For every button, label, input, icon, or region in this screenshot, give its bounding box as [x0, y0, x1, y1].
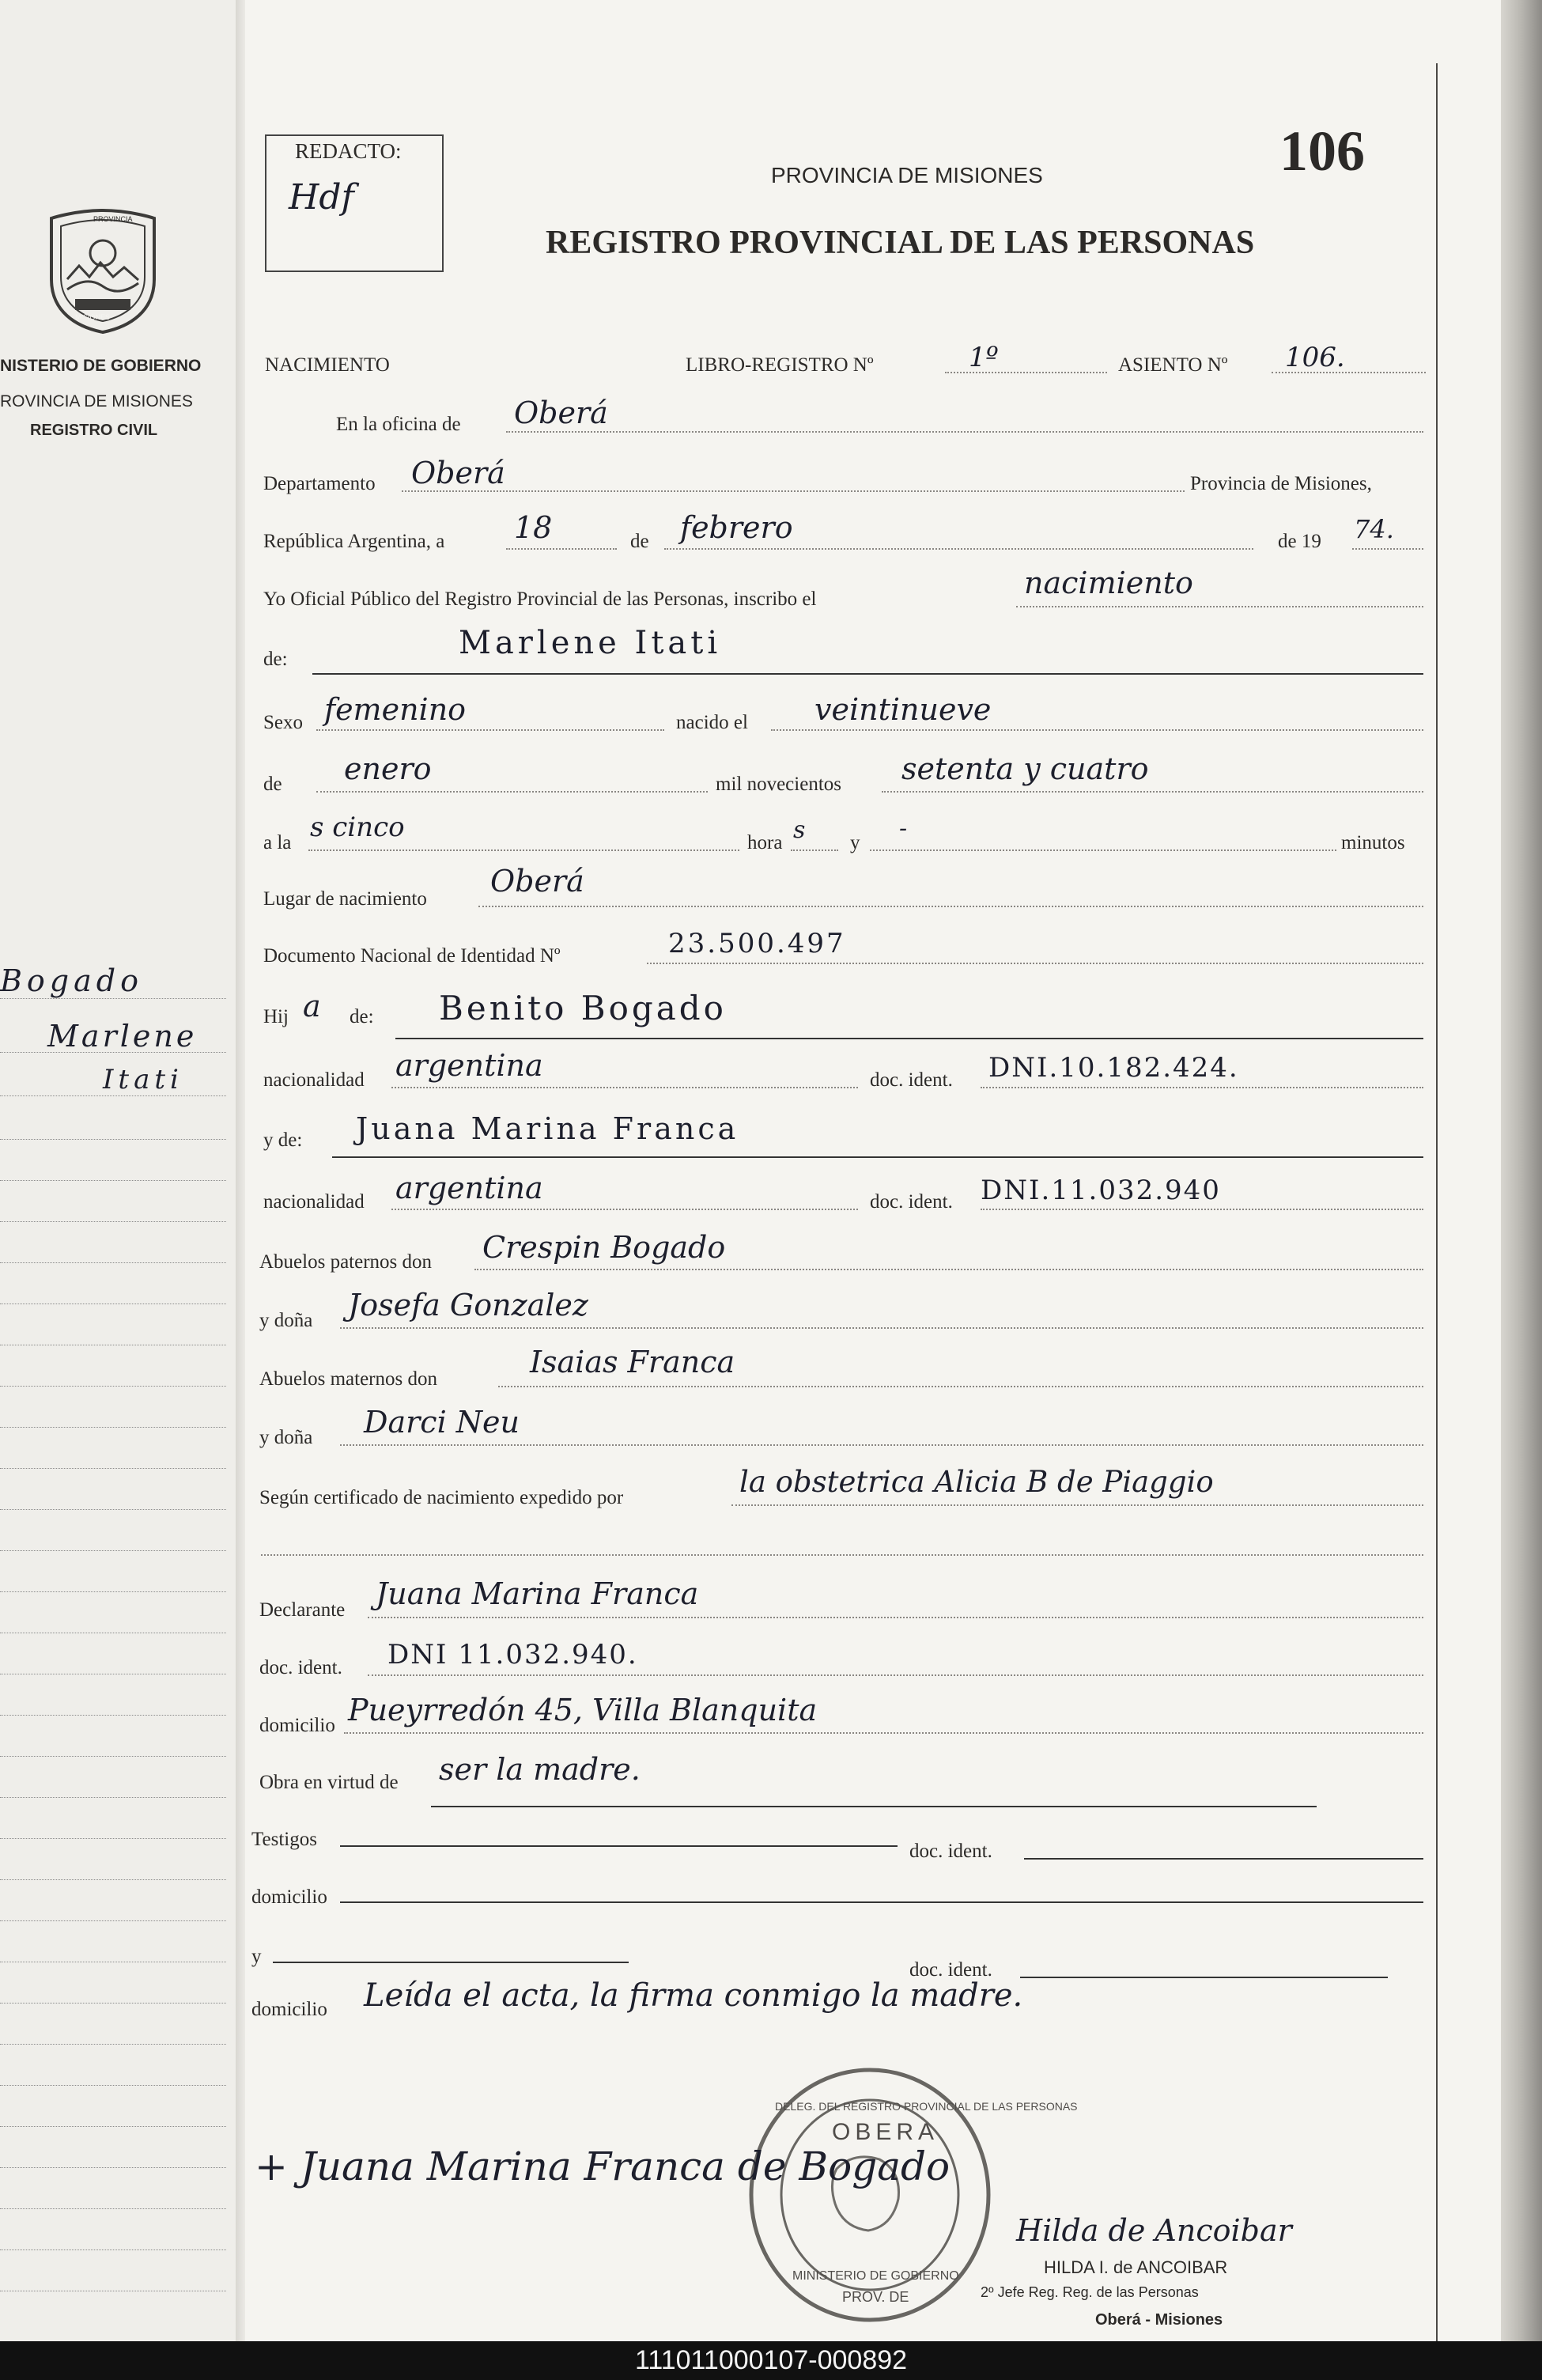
declarante-line — [368, 1617, 1423, 1618]
padre-nac-label: nacionalidad — [263, 1069, 365, 1091]
provincia-suffix: Provincia de Misiones, — [1190, 473, 1372, 494]
lugar-value: Oberá — [490, 864, 584, 899]
domicilio-line — [344, 1732, 1423, 1734]
mes-value: febrero — [680, 510, 793, 545]
hij-de-label: de: — [350, 1006, 374, 1027]
libro-label: LIBRO-REGISTRO Nº — [686, 354, 874, 376]
horas-value: s — [793, 816, 806, 844]
act-type-label: NACIMIENTO — [265, 354, 390, 376]
domicilio-value: Pueyrredón 45, Villa Blanquita — [348, 1693, 818, 1727]
inscribo-value: nacimiento — [1024, 566, 1193, 600]
madre-nac-label: nacionalidad — [263, 1191, 365, 1213]
abuela-mat-label: y doña — [259, 1427, 313, 1448]
departamento-label: Departamento — [263, 473, 376, 494]
margin-rule — [0, 1386, 226, 1387]
nombre-line — [312, 673, 1423, 675]
abuelo-pat-line — [474, 1269, 1423, 1270]
hora-line — [308, 849, 739, 851]
margin-rule — [0, 1715, 226, 1716]
republica-label: República Argentina, a — [263, 531, 445, 552]
margin-rule — [0, 1920, 226, 1921]
logo-text-bottom: MISIONES — [75, 313, 111, 321]
margin-rule — [0, 1221, 226, 1222]
abuelo-mat-line — [498, 1386, 1423, 1387]
margin-rule — [0, 1509, 226, 1510]
madre-doc-label: doc. ident. — [870, 1191, 953, 1213]
scan-id-footer: 111011000107-000892 — [0, 2341, 1542, 2380]
certificado-line — [731, 1504, 1423, 1506]
margin-rule — [0, 2249, 226, 2250]
abuela-pat-value: Josefa Gonzalez — [348, 1288, 588, 1322]
libro-value: 1º — [969, 342, 999, 373]
padre-nac-value: argentina — [395, 1048, 543, 1083]
mes-line — [664, 548, 1253, 550]
margin-rule — [0, 1468, 226, 1469]
certificado-value: la obstetrica Alicia B de Piaggio — [739, 1465, 1214, 1499]
decl-doc-value: DNI 11.032.940. — [387, 1639, 638, 1671]
stamp-city: OBERA — [832, 2119, 939, 2145]
obra-line — [431, 1806, 1317, 1807]
madre-doc-value: DNI.11.032.940 — [981, 1175, 1221, 1206]
abuela-mat-value: Darci Neu — [364, 1405, 520, 1440]
ministry-line-1: NISTERIO DE GOBIERNO — [0, 357, 202, 375]
madre-value: Juana Marina Franca — [356, 1111, 739, 1146]
dia-line — [506, 548, 617, 550]
margin-rule — [0, 1756, 226, 1757]
stamp-prov-text: PROV. DE — [842, 2289, 909, 2305]
hij-label: Hij — [263, 1006, 289, 1027]
dni-value: 23.500.497 — [668, 928, 846, 959]
horas-line — [791, 849, 838, 851]
minutos-line — [870, 849, 1336, 851]
officer-title: 2º Jefe Reg. Reg. de las Personas — [981, 2284, 1199, 2300]
declarante-value: Juana Marina Franca — [376, 1576, 699, 1611]
stamp-ministry-text: MINISTERIO DE GOBIERNO — [792, 2269, 959, 2283]
decl-doc-label: doc. ident. — [259, 1657, 342, 1678]
nombre-value: Marlene Itati — [459, 625, 722, 661]
padre-nac-line — [391, 1087, 858, 1088]
de-label: de — [630, 531, 649, 552]
domicilio-label: domicilio — [259, 1715, 335, 1736]
margin-rule — [0, 2085, 226, 2086]
ministry-line-3: REGISTRO CIVIL — [30, 422, 158, 439]
abuelos-pat-label: Abuelos paternos don — [259, 1251, 433, 1273]
sexo-label: Sexo — [263, 712, 303, 733]
registry-stamp — [743, 2064, 1078, 2325]
margin-rule — [0, 1180, 226, 1181]
test2-doc-label: doc. ident. — [909, 1959, 992, 1981]
mes-nac-line — [316, 791, 708, 793]
redacto-box — [265, 134, 444, 272]
province-heading: PROVINCIA DE MISIONES — [771, 163, 1043, 187]
lectura-value: Leída el acta, la firma conmigo la madre. — [364, 1977, 1023, 2014]
testigos-label: Testigos — [251, 1829, 317, 1850]
decl-doc-line — [368, 1674, 1423, 1676]
margin-rule — [0, 1797, 226, 1798]
abuelos-mat-label: Abuelos maternos don — [259, 1368, 437, 1390]
nacido-label: nacido el — [676, 712, 748, 733]
dni-label: Documento Nacional de Identidad Nº — [263, 945, 561, 967]
abuela-pat-label: y doña — [259, 1310, 313, 1331]
madre-line — [332, 1156, 1423, 1158]
margin-surname: Bogado — [0, 963, 143, 998]
obra-value: ser la madre. — [439, 1752, 641, 1787]
left-page — [0, 0, 237, 2341]
madre-nac-value: argentina — [395, 1171, 543, 1205]
domicilio3-label: domicilio — [251, 1999, 327, 2020]
inscribo-line — [1016, 606, 1423, 607]
padre-doc-line — [981, 1087, 1423, 1088]
minutos-value: - — [899, 815, 908, 842]
domicilio2-label: domicilio — [251, 1886, 327, 1908]
abuelo-pat-value: Crespin Bogado — [482, 1230, 726, 1265]
departamento-line — [402, 490, 1185, 492]
certificado-label: Según certificado de nacimiento expedido por — [259, 1487, 624, 1508]
abuela-pat-line — [340, 1327, 1423, 1329]
ministry-line-2: ROVINCIA DE MISIONES — [0, 392, 193, 411]
anio-line — [1352, 548, 1423, 550]
margin-rule — [0, 998, 226, 999]
logo-text-top: PROVINCIA — [93, 215, 133, 223]
certificado-line-2 — [261, 1554, 1423, 1556]
de-colon-label: de: — [263, 649, 288, 670]
departamento-value: Oberá — [411, 456, 505, 490]
margin-rule — [0, 1879, 226, 1880]
dia-value: 18 — [514, 510, 553, 545]
sexo-line — [316, 729, 664, 731]
padre-doc-label: doc. ident. — [870, 1069, 953, 1091]
lugar-line — [478, 906, 1423, 907]
yde-label: y de: — [263, 1129, 303, 1151]
test2-doc-line — [1020, 1977, 1388, 1978]
de19-label: de 19 — [1278, 531, 1321, 552]
margin-rule — [0, 2208, 226, 2209]
margin-rule — [0, 2003, 226, 2004]
nacido-line — [771, 729, 1423, 731]
testigo1-line — [340, 1845, 898, 1847]
redacto-label: REDACTO: — [295, 139, 402, 163]
margin-rule — [0, 1591, 226, 1592]
lugar-label: Lugar de nacimiento — [263, 888, 427, 910]
mother-signature: + Juana Marina Franca de Bogado — [255, 2144, 951, 2189]
padre-line — [395, 1038, 1423, 1039]
hora-value: s cinco — [310, 812, 405, 843]
padre-doc-value: DNI.10.182.424. — [988, 1052, 1239, 1084]
test-doc-label: doc. ident. — [909, 1841, 992, 1862]
test-doc-line — [1024, 1858, 1423, 1860]
minutos-label: minutos — [1341, 832, 1405, 853]
margin-rule — [0, 1262, 226, 1263]
abuelo-mat-value: Isaias Franca — [530, 1345, 735, 1379]
margin-firstname: Marlene — [47, 1019, 198, 1054]
margin-rule — [0, 2044, 226, 2045]
obra-label: Obra en virtud de — [259, 1772, 399, 1793]
margin-rule — [0, 1838, 226, 1839]
y2-label: y — [251, 1946, 262, 1967]
margin-rule — [0, 1095, 226, 1096]
page-number: 106 — [1279, 119, 1365, 183]
mes-nac-value: enero — [344, 751, 432, 786]
stamp-top-text: DELEG. DEL REGISTRO PROVINCIAL DE LAS PERSONAS — [775, 2100, 1078, 2113]
de2-label: de — [263, 774, 282, 795]
domicilio2-line — [340, 1901, 1423, 1903]
oficina-value: Oberá — [514, 395, 608, 430]
margin-rule — [0, 1550, 226, 1551]
nacido-value: veintinueve — [814, 692, 992, 727]
margin-rule — [0, 2126, 226, 2127]
y-label: y — [850, 832, 860, 853]
margin-rule — [0, 1052, 226, 1053]
madre-nac-line — [391, 1209, 858, 1210]
ala-label: a la — [263, 832, 292, 853]
sexo-value: femenino — [324, 692, 467, 727]
asiento-value: 106. — [1285, 342, 1345, 373]
testigo2-line — [273, 1962, 629, 1963]
oficial-text: Yo Oficial Público del Registro Provincial de las Personas, inscribo el — [263, 588, 817, 610]
padre-value: Benito Bogado — [439, 989, 727, 1027]
dni-line — [647, 963, 1423, 964]
madre-doc-line — [981, 1209, 1423, 1210]
margin-rule — [0, 2167, 226, 2168]
officer-name: HILDA I. de ANCOIBAR — [1044, 2257, 1228, 2277]
officer-place: Oberá - Misiones — [1095, 2311, 1223, 2329]
redacto-initials: Hdf — [289, 177, 354, 218]
oficina-line — [506, 431, 1423, 433]
anio-value: 74. — [1354, 514, 1394, 544]
hij-suffix: a — [303, 989, 321, 1024]
margin-rule — [0, 1427, 226, 1428]
horas-label: hora — [747, 832, 783, 853]
anio-nac-line — [882, 791, 1423, 793]
right-frame-line — [1436, 63, 1438, 2341]
abuela-mat-line — [340, 1444, 1423, 1446]
margin-middlename: Itati — [103, 1064, 183, 1095]
registry-title: REGISTRO PROVINCIAL DE LAS PERSONAS — [546, 225, 1255, 261]
margin-rule — [0, 1139, 226, 1140]
page-stack-edge — [1501, 0, 1542, 2341]
declarante-label: Declarante — [259, 1599, 346, 1621]
officer-signature: Hilda de Ancoibar — [1016, 2213, 1292, 2248]
anio-nac-value: setenta y cuatro — [901, 751, 1149, 786]
asiento-label: ASIENTO Nº — [1118, 354, 1228, 376]
oficina-label: En la oficina de — [336, 414, 461, 435]
mil-label: mil novecientos — [716, 774, 841, 795]
